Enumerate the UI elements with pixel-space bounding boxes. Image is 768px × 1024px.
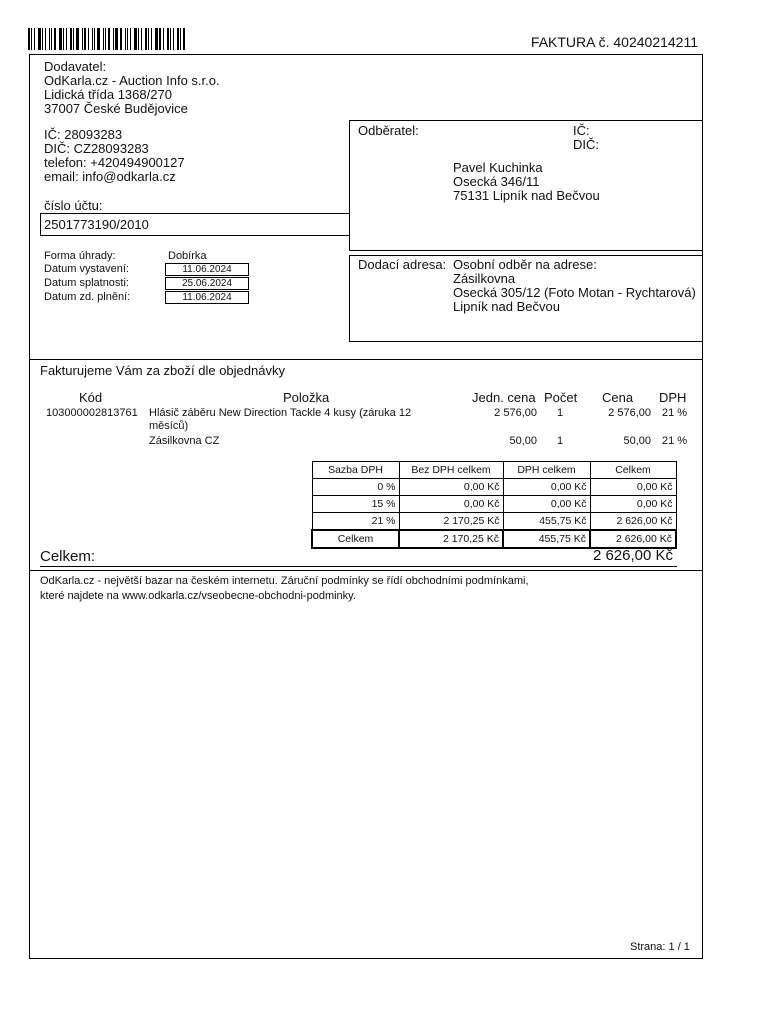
- tax-date-value: 11.06.2024: [165, 291, 249, 304]
- item-unit-price: 50,00: [509, 435, 537, 447]
- supplier-heading: Dodavatel:: [44, 59, 107, 74]
- supplier-name: OdKarla.cz - Auction Info s.r.o.: [44, 73, 220, 88]
- vat-base: 0,00 Kč: [399, 479, 503, 496]
- supplier-dic: DIČ: CZ28093283: [44, 141, 149, 156]
- item-code: 103000002813761: [46, 407, 138, 419]
- grand-total-label: Celkem:: [40, 548, 96, 565]
- delivery-line-2: Zásilkovna: [453, 271, 516, 286]
- barcode-bar: [127, 28, 128, 50]
- barcode-bar: [82, 28, 83, 50]
- col-header-code: Kód: [79, 390, 103, 405]
- item-qty: 1: [557, 407, 564, 419]
- footer-note-1: OdKarla.cz - největší bazar na českém internetu. Záruční podmínky se řídí obchodními podmínkami,: [40, 575, 529, 587]
- barcode-bar: [173, 28, 174, 50]
- barcode-bar: [103, 28, 104, 50]
- barcode-bar: [76, 28, 79, 50]
- delivery-line-1: Osobní odběr na adrese:: [453, 257, 597, 272]
- customer-dic-label: DIČ:: [573, 137, 599, 152]
- delivery-heading: Dodací adresa:: [358, 257, 447, 272]
- barcode-bar: [108, 28, 110, 50]
- barcode-bar: [170, 28, 171, 50]
- vat-amount: 455,75 Kč: [503, 513, 590, 531]
- footer-note-2: které najdete na www.odkarla.cz/vseobecne-obchodni-podminky.: [40, 590, 356, 602]
- vat-amount: 0,00 Kč: [503, 479, 590, 496]
- barcode-bar: [49, 28, 50, 50]
- payment-method-label: Forma úhrady:: [44, 250, 116, 262]
- barcode-bar: [84, 28, 86, 50]
- barcode-bar: [163, 28, 164, 50]
- barcode-bar: [28, 28, 30, 50]
- barcode-bar: [63, 28, 64, 50]
- barcode-bar: [34, 28, 35, 50]
- barcode-bar: [115, 28, 118, 50]
- item-qty: 1: [557, 435, 564, 447]
- invoice-barcode: [28, 28, 188, 50]
- vat-amount: 0,00 Kč: [503, 496, 590, 513]
- barcode-bar: [31, 28, 32, 50]
- barcode-bar: [180, 28, 181, 50]
- col-header-unit-price: Jedn. cena: [472, 390, 536, 405]
- supplier-ic: IČ: 28093283: [44, 127, 123, 142]
- item-name: Zásilkovna CZ: [149, 435, 220, 447]
- vat-header-base: Bez DPH celkem: [399, 462, 503, 479]
- barcode-bar: [159, 28, 161, 50]
- vat-total-vat: 455,75 Kč: [503, 530, 590, 548]
- barcode-bar: [42, 28, 43, 50]
- barcode-bar: [141, 28, 142, 50]
- barcode-bar: [97, 28, 100, 50]
- barcode-bar: [145, 28, 147, 50]
- col-header-item: Položka: [283, 390, 330, 405]
- barcode-bar: [105, 28, 106, 50]
- payment-method-value: Dobírka: [168, 250, 207, 262]
- item-name-cont: měsíců): [149, 420, 189, 432]
- tax-date-label: Datum zd. plnění:: [44, 291, 131, 303]
- item-vat: 21 %: [662, 407, 688, 419]
- barcode-bar: [177, 28, 180, 50]
- divider: [30, 359, 702, 360]
- due-date-value: 25.06.2024: [165, 277, 249, 290]
- col-header-qty: Počet: [544, 390, 578, 405]
- vat-rate: 15 %: [312, 496, 399, 513]
- barcode-bar: [73, 28, 74, 50]
- customer-heading: Odběratel:: [358, 123, 419, 138]
- barcode-bar: [54, 28, 56, 50]
- vat-summary-table: [311, 461, 677, 549]
- barcode-bar: [138, 28, 139, 50]
- col-header-price: Cena: [602, 390, 634, 405]
- barcode-bar: [94, 28, 95, 50]
- customer-name: Pavel Kuchinka: [453, 160, 543, 175]
- account-number: 2501773190/2010: [40, 213, 350, 236]
- vat-rate: 21 %: [312, 513, 399, 531]
- vat-total-label: Celkem: [312, 530, 399, 548]
- page-number: Strana: 1 / 1: [630, 941, 690, 953]
- customer-city: 75131 Lipník nad Bečvou: [453, 188, 600, 203]
- vat-total-sum: 2 626,00 Kč: [590, 530, 676, 548]
- customer-street: Osecká 346/11: [453, 174, 540, 189]
- due-date-label: Datum splatnosti:: [44, 277, 129, 289]
- barcode-bar: [151, 28, 152, 50]
- barcode-bar: [92, 28, 93, 50]
- supplier-city: 37007 České Budějovice: [44, 101, 188, 116]
- table-row: [312, 479, 676, 496]
- barcode-bar: [113, 28, 114, 50]
- supplier-street: Lidická třída 1368/270: [44, 87, 172, 102]
- issued-date-label: Datum vystavení:: [44, 263, 129, 275]
- supplier-email: email: info@odkarla.cz: [44, 169, 176, 184]
- barcode-bar: [59, 28, 62, 50]
- vat-base: 2 170,25 Kč: [399, 513, 503, 531]
- barcode-bar: [148, 28, 149, 50]
- divider: [30, 570, 702, 571]
- vat-header-vat: DPH celkem: [503, 462, 590, 479]
- vat-total: 0,00 Kč: [590, 496, 676, 513]
- grand-total-value: 2 626,00 Kč: [592, 547, 673, 564]
- vat-header-rate: Sazba DPH: [312, 462, 399, 479]
- account-label: číslo účtu:: [44, 198, 103, 213]
- barcode-bar: [66, 28, 67, 50]
- barcode-bar: [134, 28, 137, 50]
- vat-header-total: Celkem: [590, 462, 676, 479]
- delivery-line-3: Osecká 305/12 (Foto Motan - Rychtarová): [453, 285, 696, 300]
- barcode-bar: [70, 28, 72, 50]
- total-underline: [40, 566, 677, 567]
- vat-rate: 0 %: [312, 479, 399, 496]
- customer-ic-label: IČ:: [573, 123, 590, 138]
- issued-date-value: 11.06.2024: [165, 263, 249, 276]
- barcode-bar: [88, 28, 90, 50]
- table-row: [312, 513, 676, 531]
- item-vat: 21 %: [662, 435, 688, 447]
- barcode-bar: [45, 28, 47, 50]
- item-price: 50,00: [623, 435, 651, 447]
- barcode-bar: [51, 28, 52, 50]
- item-price: 2 576,00: [608, 407, 651, 419]
- item-name: Hlásič záběru New Direction Tackle 4 kusy (záruka 12: [149, 407, 412, 419]
- vat-total: 0,00 Kč: [590, 479, 676, 496]
- barcode-bar: [125, 28, 126, 50]
- barcode-bar: [130, 28, 132, 50]
- barcode-bar: [183, 28, 185, 50]
- table-row: [312, 496, 676, 513]
- item-unit-price: 2 576,00: [494, 407, 537, 419]
- vat-header-row: [312, 462, 676, 479]
- vat-total: 2 626,00 Kč: [590, 513, 676, 531]
- items-intro: Fakturujeme Vám za zboží dle objednávky: [40, 363, 285, 378]
- barcode-bar: [120, 28, 122, 50]
- vat-base: 0,00 Kč: [399, 496, 503, 513]
- col-header-vat: DPH: [659, 390, 687, 405]
- barcode-bar: [155, 28, 158, 50]
- vat-total-base: 2 170,25 Kč: [399, 530, 503, 548]
- vat-total-row: [312, 530, 676, 548]
- invoice-title: FAKTURA č. 40240214211: [530, 34, 698, 50]
- barcode-bar: [38, 28, 41, 50]
- supplier-phone: telefon: +420494900127: [44, 155, 185, 170]
- barcode-bar: [167, 28, 169, 50]
- delivery-line-4: Lipník nad Bečvou: [453, 299, 560, 314]
